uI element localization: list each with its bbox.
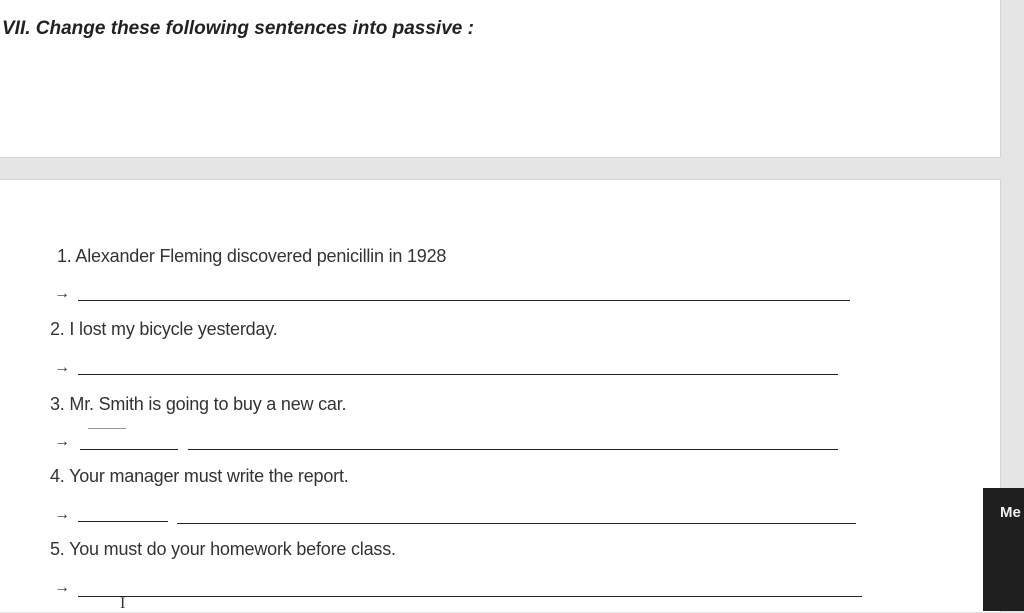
answer-line-1[interactable] bbox=[78, 300, 850, 301]
stray-mark bbox=[88, 428, 126, 429]
answer-line-4a[interactable] bbox=[78, 521, 168, 522]
sentence-1: 1. Alexander Fleming discovered penicillin in 1928 bbox=[57, 246, 447, 266]
exercise-heading: VII. Change these following sentences into passive : bbox=[2, 18, 474, 39]
answer-line-3a[interactable] bbox=[80, 449, 178, 450]
answer-line-4b[interactable] bbox=[177, 523, 856, 524]
answer-line-3b[interactable] bbox=[188, 449, 838, 450]
sentence-2: 2. I lost my bicycle yesterday. bbox=[50, 319, 278, 339]
answer-line-5[interactable] bbox=[78, 596, 862, 597]
text-cursor-icon: I bbox=[120, 595, 126, 612]
arrow-icon: → bbox=[54, 506, 70, 523]
page-main bbox=[0, 179, 1001, 612]
side-panel-label: Me bbox=[1000, 504, 1021, 521]
sentence-3: 3. Mr. Smith is going to buy a new car. bbox=[50, 394, 347, 414]
arrow-icon: → bbox=[54, 285, 70, 302]
sentence-4: 4. Your manager must write the report. bbox=[50, 466, 349, 486]
arrow-icon: → bbox=[54, 433, 70, 450]
arrow-icon: → bbox=[54, 359, 70, 376]
arrow-icon: → bbox=[54, 579, 70, 596]
sentence-5: 5. You must do your homework before class. bbox=[50, 539, 396, 559]
side-panel[interactable] bbox=[983, 488, 1024, 611]
answer-line-2[interactable] bbox=[78, 374, 838, 375]
page-top bbox=[0, 0, 1001, 158]
